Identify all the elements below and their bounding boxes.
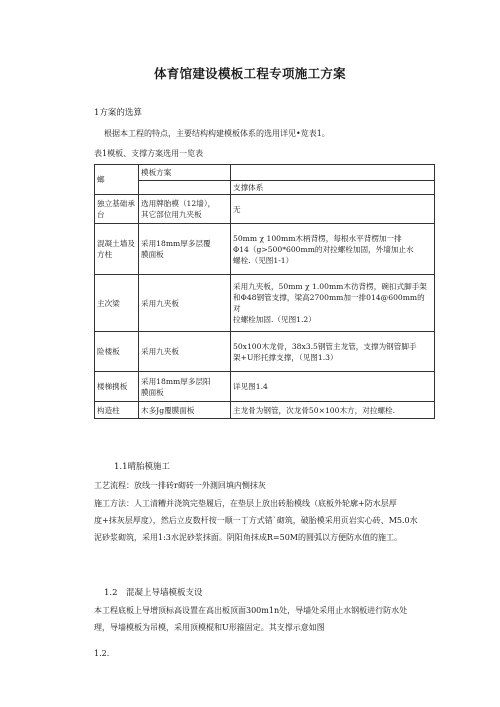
table-header-support: 支撑体系: [231, 181, 435, 195]
table-cell: 50mm χ 100mm木柄背楞，每根水平背楞加一排 Φ14（g>500*600mm的对拉螺栓加固，外墙加止水 螺栓.（见图1-1）: [231, 224, 435, 275]
intro-paragraph: 根据本工程的特点，主要结构构建模板体系的选用详见•览表1。: [104, 129, 330, 138]
table-cell: 构造柱: [95, 402, 139, 419]
table-row: [95, 224, 435, 275]
table-row: [95, 332, 435, 372]
table-cell: 无: [231, 195, 435, 224]
table-cell: 主次梁: [95, 275, 139, 332]
guide-wall-paragraph: [94, 602, 407, 636]
table-row: [95, 275, 435, 332]
table-caption: 表1模板、支撑方案选用一览表: [94, 149, 204, 158]
paragraph-line: 泥砂浆砌筑，采用1:3水泥砂浆抹面。阴阳角抹成R=50M的圆弧以方便防水值的施工。: [94, 533, 402, 542]
table-header-template: 模板方案: [139, 165, 231, 181]
table-cell: 险楼板: [95, 332, 139, 372]
paragraph-line: 本工程底板上导增顶标高设置在高出板顶面300m1n处，导墙处采用止水钢板进行防水处: [94, 606, 408, 615]
section-heading-1-1: 1.1晴胎模施工: [114, 462, 171, 472]
page-title: 体育馆建设模板工程专项施工方案: [153, 66, 346, 81]
table-cell: 混凝土墙及 方柱: [95, 224, 139, 275]
paragraph-line: 施工方法：人工清糟并浇筑完垫履后，在垫层上放出砖胎模线（底板外轮廓+防水层厚: [94, 499, 397, 508]
section-heading-1: 1方案的选算: [94, 108, 142, 118]
table-row: [95, 372, 435, 402]
table-cell: 独立基础承 台: [95, 195, 139, 224]
table-cell: 采用18mm厚多层覆 膜面板: [139, 224, 231, 275]
table-row: [95, 195, 435, 224]
table-cell: 50x100木龙骨，38x3.5钢管主龙管，支撑为钢管脚手 架+U形托撑支撑，（见图1.3）: [231, 332, 435, 372]
paragraph-line: 理，导墙模板为吊模，采用顶模棍和U形箍固定。其支撑示意如图: [94, 623, 325, 632]
table-cell: 主龙骨为钢管，次龙骨50×100木方，对拉螺栓.: [231, 402, 435, 419]
table-cell: 采用九夹板，50mm χ 1.00mm木彷背楞，碗扣式脚手架 和Φ48钢管支撑，梁高2700mm加一排014@600mm的对 拉螺栓加固.（见图1.2）: [231, 275, 435, 332]
template-plan-table: [94, 164, 435, 419]
table-header-col1: 螂: [95, 165, 139, 195]
table-cell: 详见图1.4: [231, 372, 435, 402]
section-heading-1-2: 1.2 混凝上导墙模板支设: [104, 588, 203, 598]
method-paragraph: [94, 495, 418, 546]
table-cell: 采用18mm厚多层阳 膜面板: [139, 372, 231, 402]
table-cell: 采用九夹板: [139, 332, 231, 372]
paragraph-line: 度+抹灰层厚度），然后立皮数杆按一顺一丁方式错`砌筑，破胎模采用页岩实心砖、M5.0水: [94, 516, 418, 525]
process-line: 工艺流程：放线一排砖r砌砖一外測回填内恻抹灰: [94, 481, 266, 490]
table-cell: 采用九夹板: [139, 275, 231, 332]
table-cell: 楼梯携板: [95, 372, 139, 402]
figure-reference: 1.2.: [94, 649, 110, 658]
table-cell: 选用牌胎模（12墙）， 其它部位用九夹板: [139, 195, 231, 224]
table-row: [95, 402, 435, 419]
table-cell: 木多Jg覆膜面板: [139, 402, 231, 419]
